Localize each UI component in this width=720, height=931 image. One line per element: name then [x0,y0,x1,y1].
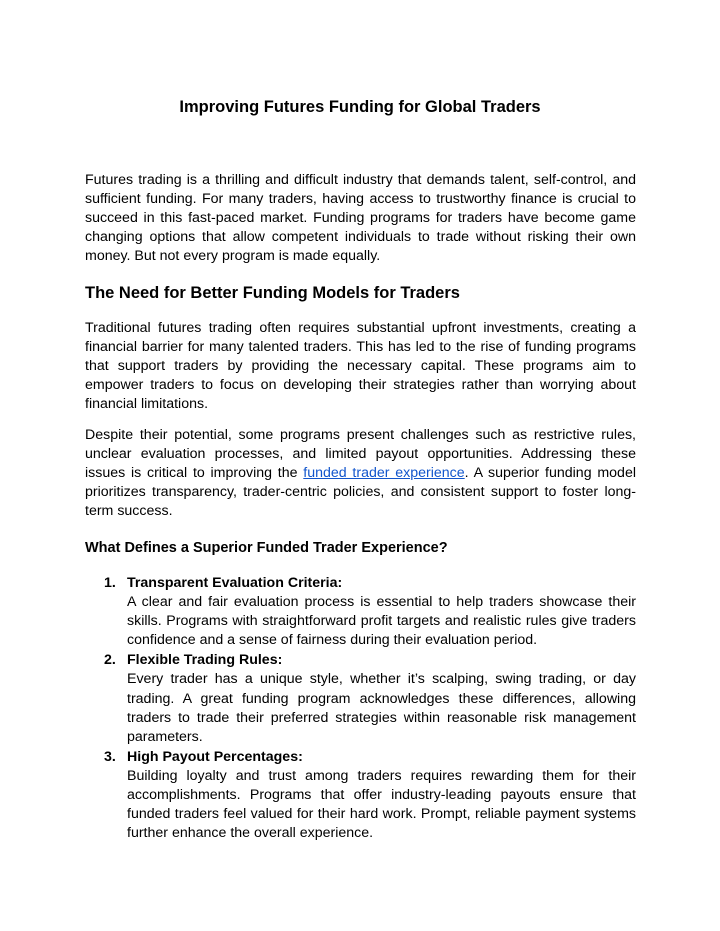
list-item [85,574,636,650]
section-heading-funding-models: The Need for Better Funding Models for Traders [85,284,460,302]
list-item-body: Building loyalty and trust among traders requires rewarding them for their accomplishments. Programs that offer industry-leading payouts ensure that funded traders feel valued for their hard work. Prompt, reliable payment systems further enhance the overall experience. [127,767,636,842]
superior-experience-list [85,574,636,844]
section-heading-superior-experience: What Defines a Superior Funded Trader Experience? [85,540,448,556]
list-item-body: A clear and fair evaluation process is essential to help traders showcase their skills. Programs with straightforward profit targets and realistic rules give traders confidence and a sense of fairness during their evaluation period. [127,594,636,649]
document-title: Improving Futures Funding for Global Traders [179,98,541,116]
paragraph-text-after-link: . A superior funding model prioritizes transparency, trader-centric policies, and consistent support to foster long-term success. [85,465,636,520]
paragraph-text-before-link: Despite their potential, some programs present challenges such as restrictive rules, unclear evaluation processes, and limited payout opportunities. Addressing these issues is critical to improving the [85,427,636,482]
list-item-body: Every trader has a unique style, whether it’s scalping, swing trading, or day trading. A great funding program acknowledges these differences, allowing traders to trade their preferred strategies within reasonable risk management parameters. [127,671,636,745]
intro-paragraph: Futures trading is a thrilling and difficult industry that demands talent, self-control, and sufficient funding. For many traders, having access to trustworthy finance is crucial to succeed in this fast-paced market. Funding programs for traders have become game changing options that allow competent individuals to trade without risking their own money. But not every program is made equally. [85,172,636,265]
list-item-number: 3. [104,748,116,765]
list-item [85,748,636,843]
funding-models-paragraph-1: Traditional futures trading often requires substantial upfront investments, creating a financial barrier for many talented traders. This has led to the rise of funding programs that support traders by providing the necessary capital. These programs aim to empower traders to focus on developing their strategies rather than worrying about financial limitations. [85,320,636,413]
list-item-heading: Transparent Evaluation Criteria: [127,575,343,591]
list-item-heading: Flexible Trading Rules: [127,652,283,669]
funded-trader-experience-link[interactable]: funded trader experience [303,465,465,482]
list-item [85,651,636,746]
list-item-number: 2. [104,652,116,669]
list-item-number: 1. [104,575,116,591]
funding-models-paragraph-2 [85,426,636,521]
list-item-heading: High Payout Percentages: [127,748,303,765]
